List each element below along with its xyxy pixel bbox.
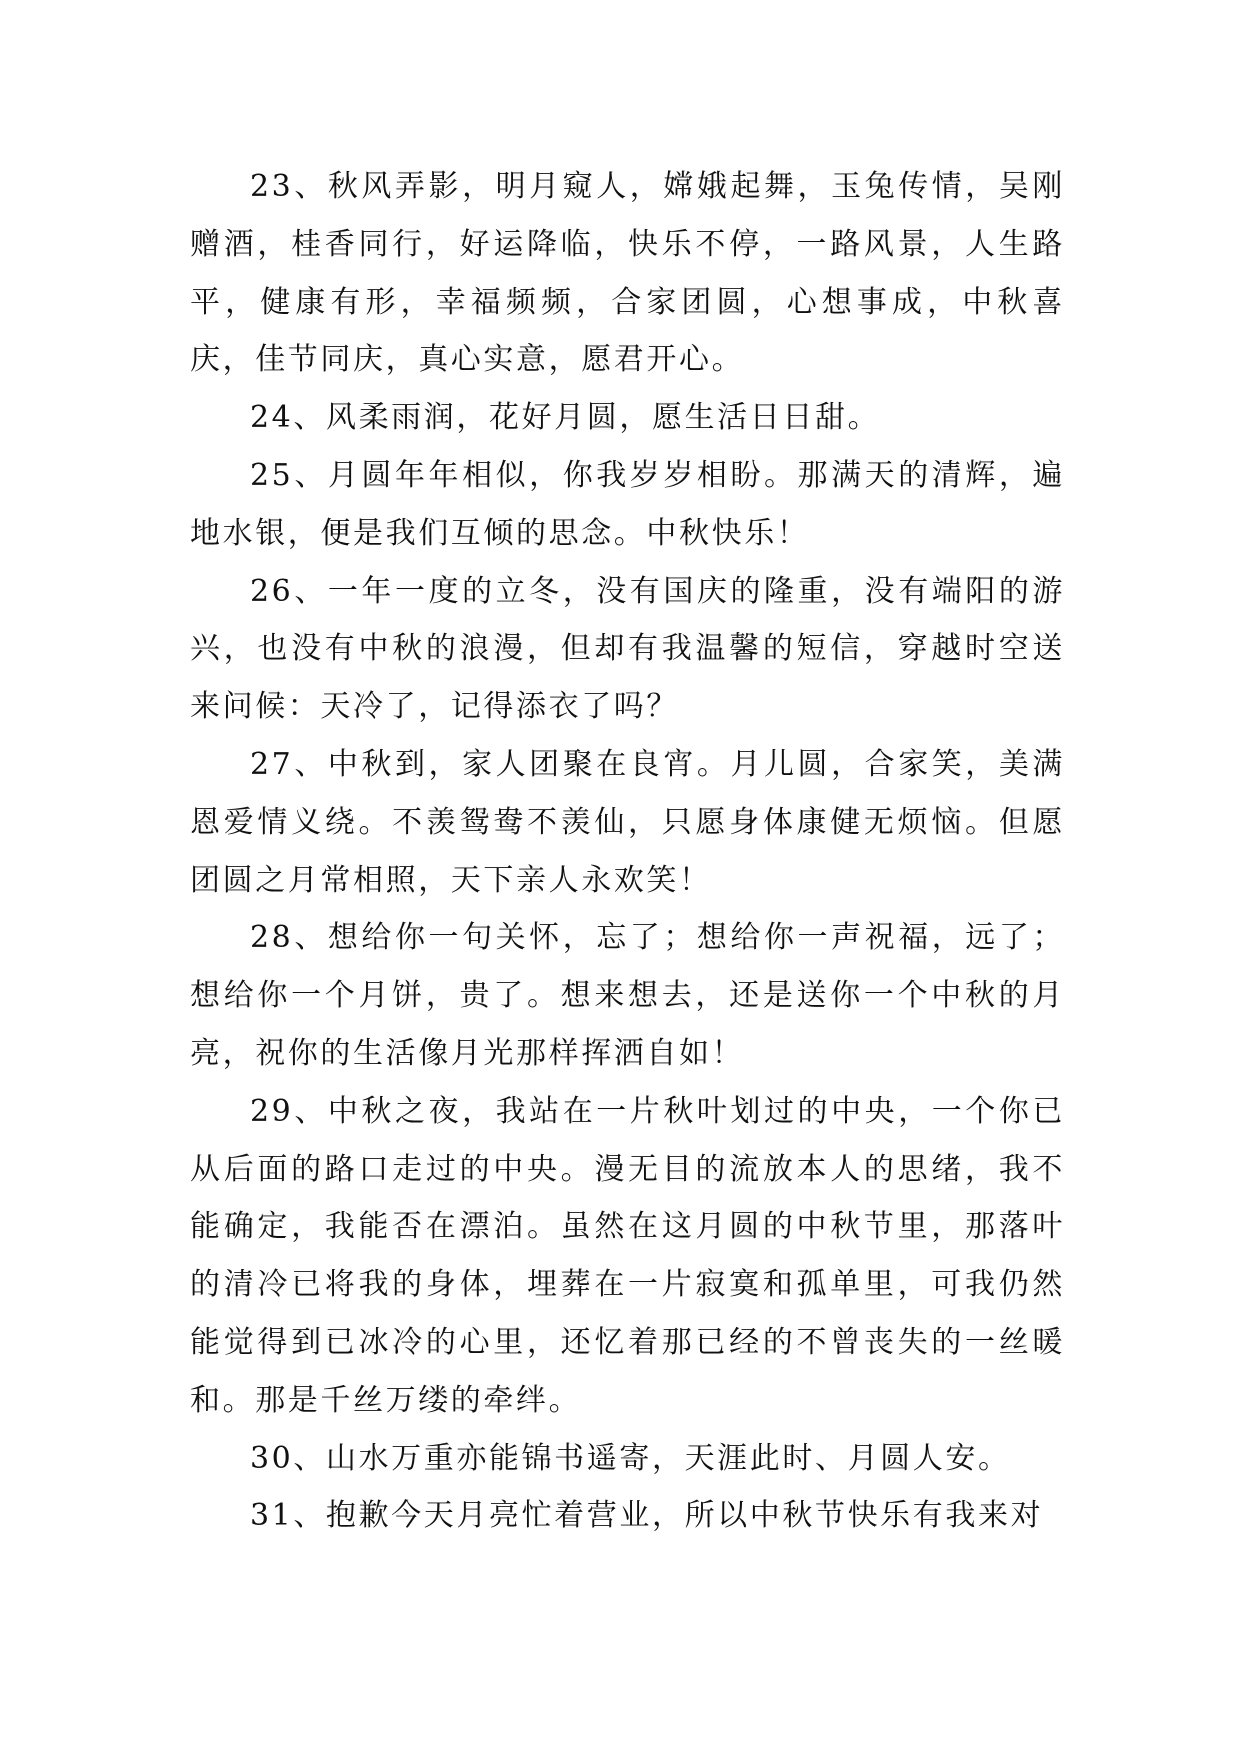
paragraph-27: 27、中秋到，家人团聚在良宵。月儿圆，合家笑，美满恩爱情义绕。不羡鸳鸯不羡仙，只愿身体康健无烦恼。但愿团圆之月常相照，天下亲人永欢笑！ <box>190 746 1065 898</box>
paragraph-24: 24、风柔雨润，花好月圆，愿生活日日甜。 <box>250 400 881 436</box>
paragraph-25: 25、月圆年年相似，你我岁岁相盼。那满天的清辉，遍地水银，便是我们互倾的思念。中秋快乐！ <box>190 457 1065 551</box>
paragraph-26: 26、一年一度的立冬，没有国庆的隆重，没有端阳的游兴，也没有中秋的浪漫，但却有我温馨的短信，穿越时空送来问候：天冷了，记得添衣了吗？ <box>190 573 1065 725</box>
paragraph-30: 30、山水万重亦能锦书遥寄，天涯此时、月圆人安。 <box>250 1440 1011 1476</box>
paragraph-28: 28、想给你一句关怀，忘了；想给你一声祝福，远了；想给你一个月饼，贵了。想来想去，还是送你一个中秋的月亮，祝你的生活像月光那样挥洒自如！ <box>190 920 1065 1071</box>
paragraph-23: 23、秋风弄影，明月窥人，嫦娥起舞，玉兔传情，吴刚赠酒，桂香同行，好运降临，快乐不停，一路风景，人生路平，健康有形，幸福频频，合家团圆，心想事成，中秋喜庆，佳节同庆，真心实意，愿君开心。 <box>190 169 1065 378</box>
document-body <box>190 158 1065 1545</box>
paragraph-31: 31、抱歉今天月亮忙着营业，所以中秋节快乐有我来对 <box>250 1498 1044 1534</box>
paragraph-29: 29、中秋之夜，我站在一片秋叶划过的中央，一个你已从后面的路口走过的中央。漫无目的流放本人的思绪，我不能确定，我能否在漂泊。虽然在这月圆的中秋节里，那落叶的清冷已将我的身体，埋葬在一片寂寞和孤单里，可我仍然能觉得到已冰冷的心里，还忆着那已经的不曾丧失的一丝暖和。那是千丝万缕的牵绊。 <box>190 1093 1065 1418</box>
